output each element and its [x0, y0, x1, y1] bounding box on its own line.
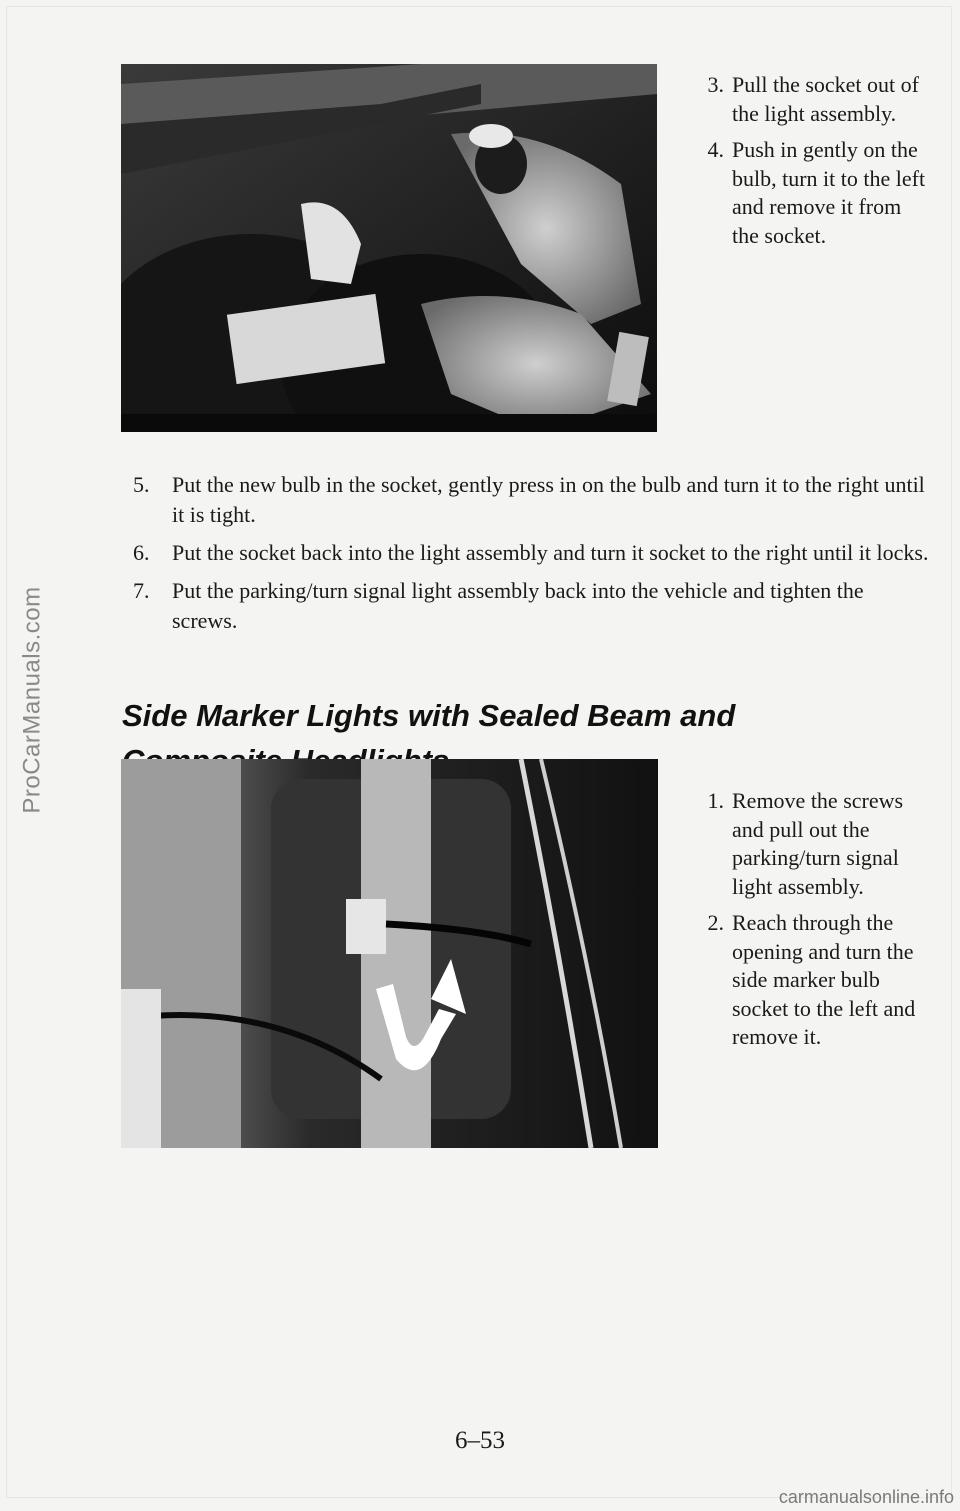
side-marker-photo: [121, 759, 658, 1148]
step-2: [690, 909, 930, 1052]
step-text: Reach through the opening and turn the side marker bulb socket to the left and remove it.: [732, 910, 916, 1049]
step-number: 5.: [133, 472, 150, 497]
step-4: [690, 136, 930, 250]
step-6: [133, 538, 933, 568]
step-5: [133, 470, 933, 530]
step-number: 2.: [707, 910, 724, 935]
footer-watermark: carmanualsonline.info: [778, 1487, 954, 1507]
side-watermark-text: ProCarManuals.com: [19, 586, 46, 814]
step-number: 3.: [707, 72, 724, 97]
section-heading: Side Marker Lights with Sealed Beam and: [122, 698, 736, 733]
step-7: [133, 576, 933, 636]
side-marker-illustration: [121, 759, 658, 1148]
step-text: Push in gently on the bulb, turn it to the left and remove it from the socket.: [732, 137, 926, 248]
socket-removal-photo: [121, 64, 657, 432]
step-1: [690, 787, 930, 901]
side-watermark: [8, 420, 58, 980]
step-number: 4.: [707, 137, 724, 162]
step-3: [690, 71, 930, 128]
page-number: 6–53: [455, 1427, 505, 1454]
steps-bottom-column: [690, 787, 930, 1060]
step-text: Put the parking/turn signal light assembly back into the vehicle and tighten the screws.: [172, 578, 864, 633]
step-text: Pull the socket out of the light assembly.: [732, 72, 919, 126]
steps-top-column: [690, 71, 930, 258]
step-number: 1.: [707, 788, 724, 813]
steps-middle: [133, 470, 933, 644]
step-text: Put the socket back into the light assembly and turn it socket to the right until it locks.: [172, 540, 929, 565]
step-text: Put the new bulb in the socket, gently press in on the bulb and turn it to the right until it is tight.: [172, 472, 925, 527]
step-number: 6.: [133, 540, 150, 565]
step-number: 7.: [133, 578, 150, 603]
socket-removal-illustration: [121, 64, 657, 432]
step-text: Remove the screws and pull out the parking/turn signal light assembly.: [732, 788, 904, 899]
